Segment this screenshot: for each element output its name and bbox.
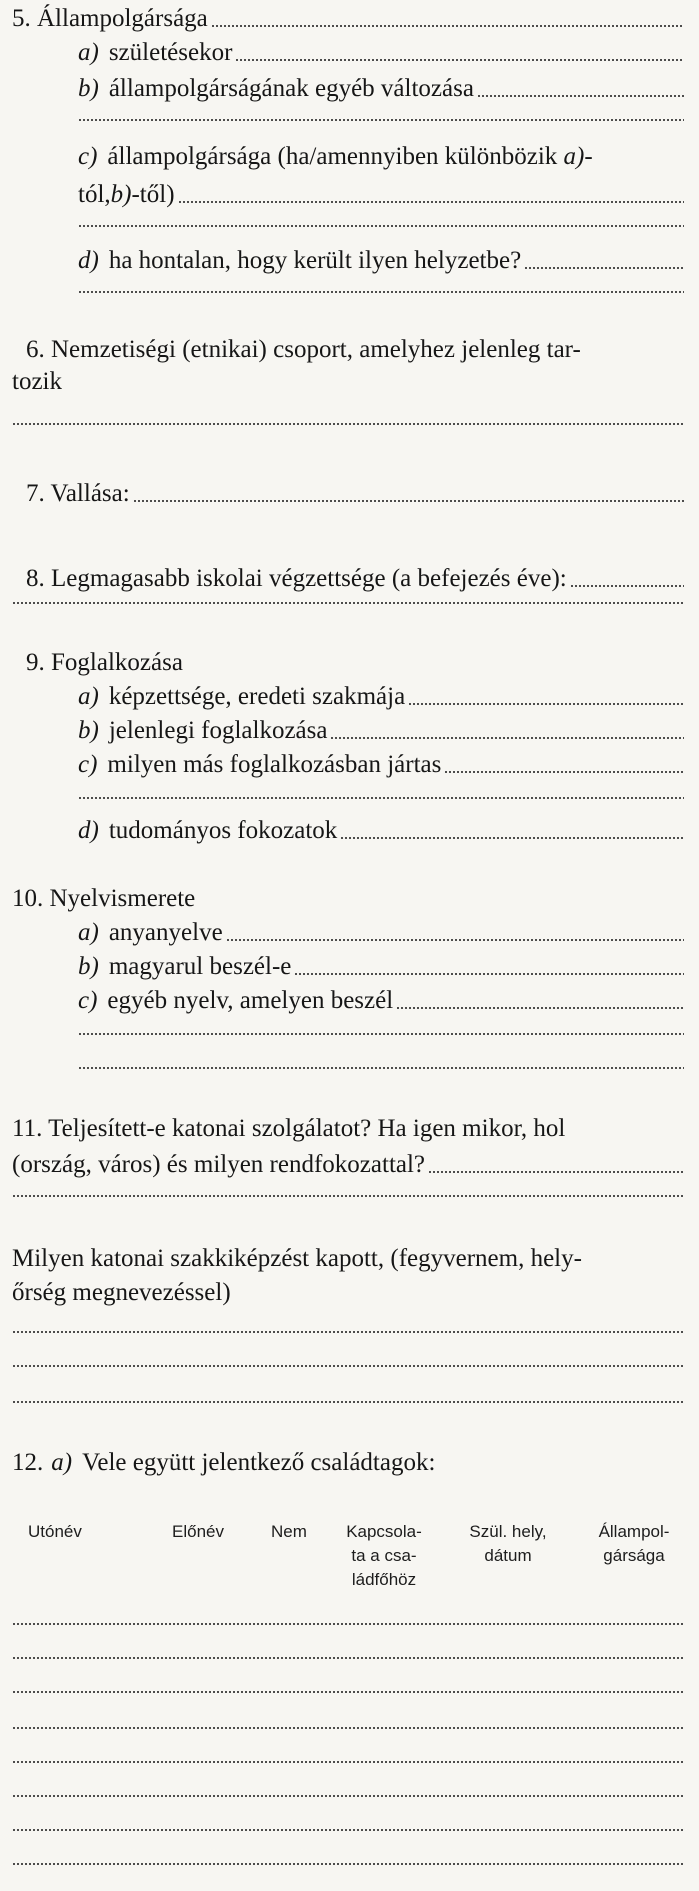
- q8-extra-line[interactable]: [12, 601, 684, 605]
- training-fill-line-2[interactable]: [12, 1364, 684, 1368]
- col-header-szul-2: dátum: [484, 1546, 532, 1565]
- q9b-label: jelenlegi foglalkozása: [108, 717, 328, 744]
- q5a-label: születésekor: [108, 39, 233, 66]
- q11-title: 11. Teljesített-e katonai szolgálatot? Ha igen mikor, hol: [12, 1115, 566, 1142]
- q9c-extra-line[interactable]: [78, 796, 684, 800]
- q5d-label: ha hontalan, hogy került ilyen helyzetbe?: [108, 247, 522, 274]
- col-header-allampol-1: Állampol-: [598, 1522, 670, 1541]
- q7-fill-line[interactable]: [133, 499, 684, 503]
- q5c-label-part2b: -től): [131, 181, 175, 208]
- q9a-line: [78, 680, 684, 712]
- table-row[interactable]: [12, 1828, 684, 1832]
- q10b-marker: b): [78, 953, 99, 980]
- q5c-extra-line[interactable]: [78, 224, 684, 228]
- col-header-kapcsolat: [335, 1520, 433, 1592]
- q9b-marker: b): [78, 717, 99, 744]
- q5-fill-line[interactable]: [211, 24, 684, 28]
- q8-line: [12, 562, 684, 594]
- q10a-fill-line[interactable]: [226, 938, 684, 942]
- q5a-fill-line[interactable]: [235, 58, 684, 62]
- training-line1: [12, 1244, 684, 1276]
- q11-line1: [12, 1114, 684, 1146]
- training-fill-line-3[interactable]: [12, 1400, 684, 1404]
- training-title: Milyen katonai szakkiképzést kapott, (fegyvernem, hely-: [12, 1245, 582, 1272]
- q5b-fill-line[interactable]: [477, 94, 684, 98]
- q9d-line: [78, 814, 684, 846]
- col-header-szul-1: Szül. hely,: [469, 1522, 547, 1541]
- table-row[interactable]: [12, 1794, 684, 1798]
- q12-marker: a): [51, 1449, 73, 1476]
- q7-title: 7. Vallása:: [26, 480, 130, 507]
- q6-title: 6. Nemzetiségi (etnikai) csoport, amelyhez jelenleg tar-: [26, 336, 581, 363]
- q10b-line: [78, 950, 684, 982]
- q5b-extra-line[interactable]: [78, 118, 684, 122]
- q5-title: 5. Állampolgársága: [12, 5, 208, 32]
- col-header-szul: [458, 1520, 558, 1568]
- q7-line: [12, 477, 684, 509]
- col-header-allampol-2: gársága: [603, 1546, 665, 1565]
- training-title-cont: őrség megnevezéssel): [12, 1279, 231, 1306]
- q9a-marker: a): [78, 683, 99, 710]
- q10-line: [12, 882, 684, 914]
- q9d-marker: d): [78, 817, 99, 844]
- q9-title: 9. Foglalkozása: [26, 649, 183, 676]
- q10a-marker: a): [78, 919, 99, 946]
- q9c-label: milyen más foglalkozásban jártas: [107, 751, 442, 778]
- q12-line: [12, 1446, 684, 1478]
- col-header-kapcsolat-1: Kapcsola-: [346, 1522, 422, 1541]
- q5c-line2: [78, 178, 684, 210]
- col-header-allampol: [580, 1520, 688, 1568]
- table-row[interactable]: [12, 1656, 684, 1660]
- q8-title: 8. Legmagasabb iskolai végzettsége (a befejezés éve):: [26, 565, 567, 592]
- q10c-line: [78, 984, 684, 1016]
- q5c-dash: -: [584, 143, 593, 170]
- q9d-fill-line[interactable]: [340, 836, 684, 840]
- q5c-ref-b: b): [110, 181, 132, 208]
- q10b-label: magyarul beszél-e: [108, 953, 292, 980]
- q9c-line: [78, 748, 684, 780]
- q9d-label: tudományos fokozatok: [108, 817, 338, 844]
- q10a-label: anyanyelve: [108, 919, 223, 946]
- q9c-fill-line[interactable]: [444, 770, 684, 774]
- table-row[interactable]: [12, 1726, 684, 1730]
- q5c-label-part2a: tól,: [78, 181, 111, 208]
- q9b-line: [78, 714, 684, 746]
- col-header-kapcsolat-3: ládfőhöz: [351, 1570, 417, 1589]
- q9a-label: képzettsége, eredeti szakmája: [108, 683, 406, 710]
- col-header-kapcsolat-2: ta a csa-: [351, 1546, 417, 1565]
- q10c-extra-line-1[interactable]: [78, 1032, 684, 1036]
- q5c-ref-a: a): [563, 143, 585, 170]
- table-row[interactable]: [12, 1760, 684, 1764]
- q10c-marker: c): [78, 987, 98, 1014]
- q5d-extra-line[interactable]: [78, 290, 684, 294]
- q5c-line1: [78, 142, 684, 174]
- table-row[interactable]: [12, 1622, 684, 1626]
- q5a-marker: a): [78, 39, 99, 66]
- q10c-extra-line-2[interactable]: [78, 1066, 684, 1070]
- q9-line: [12, 646, 684, 678]
- q10c-fill-line[interactable]: [396, 1006, 684, 1010]
- q5d-fill-line[interactable]: [524, 266, 684, 270]
- q5c-fill-line[interactable]: [178, 200, 684, 204]
- q10b-fill-line[interactable]: [294, 972, 684, 976]
- q9b-fill-line[interactable]: [330, 736, 684, 740]
- q5c-label-part1: állampolgársága (ha/amennyiben különbözik: [107, 143, 564, 170]
- q6-line1: [12, 335, 684, 367]
- q5b-label: állampolgárságának egyéb változása: [108, 75, 474, 102]
- q9a-fill-line[interactable]: [408, 702, 684, 706]
- col-header-elonev: Előnév: [172, 1522, 224, 1541]
- training-fill-line-1[interactable]: [12, 1330, 684, 1334]
- table-row[interactable]: [12, 1862, 684, 1866]
- q8-fill-line[interactable]: [570, 584, 684, 588]
- q9c-marker: c): [78, 751, 98, 778]
- q5d-line: [78, 244, 684, 276]
- q5d-marker: d): [78, 247, 99, 274]
- q12-num: 12.: [12, 1449, 44, 1476]
- q11-extra-line[interactable]: [12, 1194, 684, 1198]
- q11-fill-line[interactable]: [428, 1170, 684, 1174]
- q5a-line: [78, 36, 684, 68]
- q6-title-cont: tozik: [12, 368, 62, 395]
- col-header-nem: Nem: [271, 1522, 307, 1541]
- q5-title-line: [12, 2, 684, 34]
- q12-title: Vele együtt jelentkező családtagok:: [82, 1449, 436, 1476]
- q5b-line: [78, 72, 684, 104]
- q11-line2: [12, 1148, 684, 1180]
- q5b-marker: b): [78, 75, 99, 102]
- training-line2: [12, 1278, 684, 1310]
- q6-line2: [12, 367, 684, 399]
- q5c-marker: c): [78, 143, 98, 170]
- col-header-utonev: Utónév: [28, 1522, 82, 1541]
- q11-title-cont: (ország, város) és milyen rendfokozattal?: [12, 1151, 426, 1178]
- table-row[interactable]: [12, 1690, 684, 1694]
- q10c-label: egyéb nyelv, amelyen beszél: [107, 987, 394, 1014]
- q10-title: 10. Nyelvismerete: [12, 885, 196, 912]
- q10a-line: [78, 916, 684, 948]
- q6-fill-line[interactable]: [12, 422, 684, 426]
